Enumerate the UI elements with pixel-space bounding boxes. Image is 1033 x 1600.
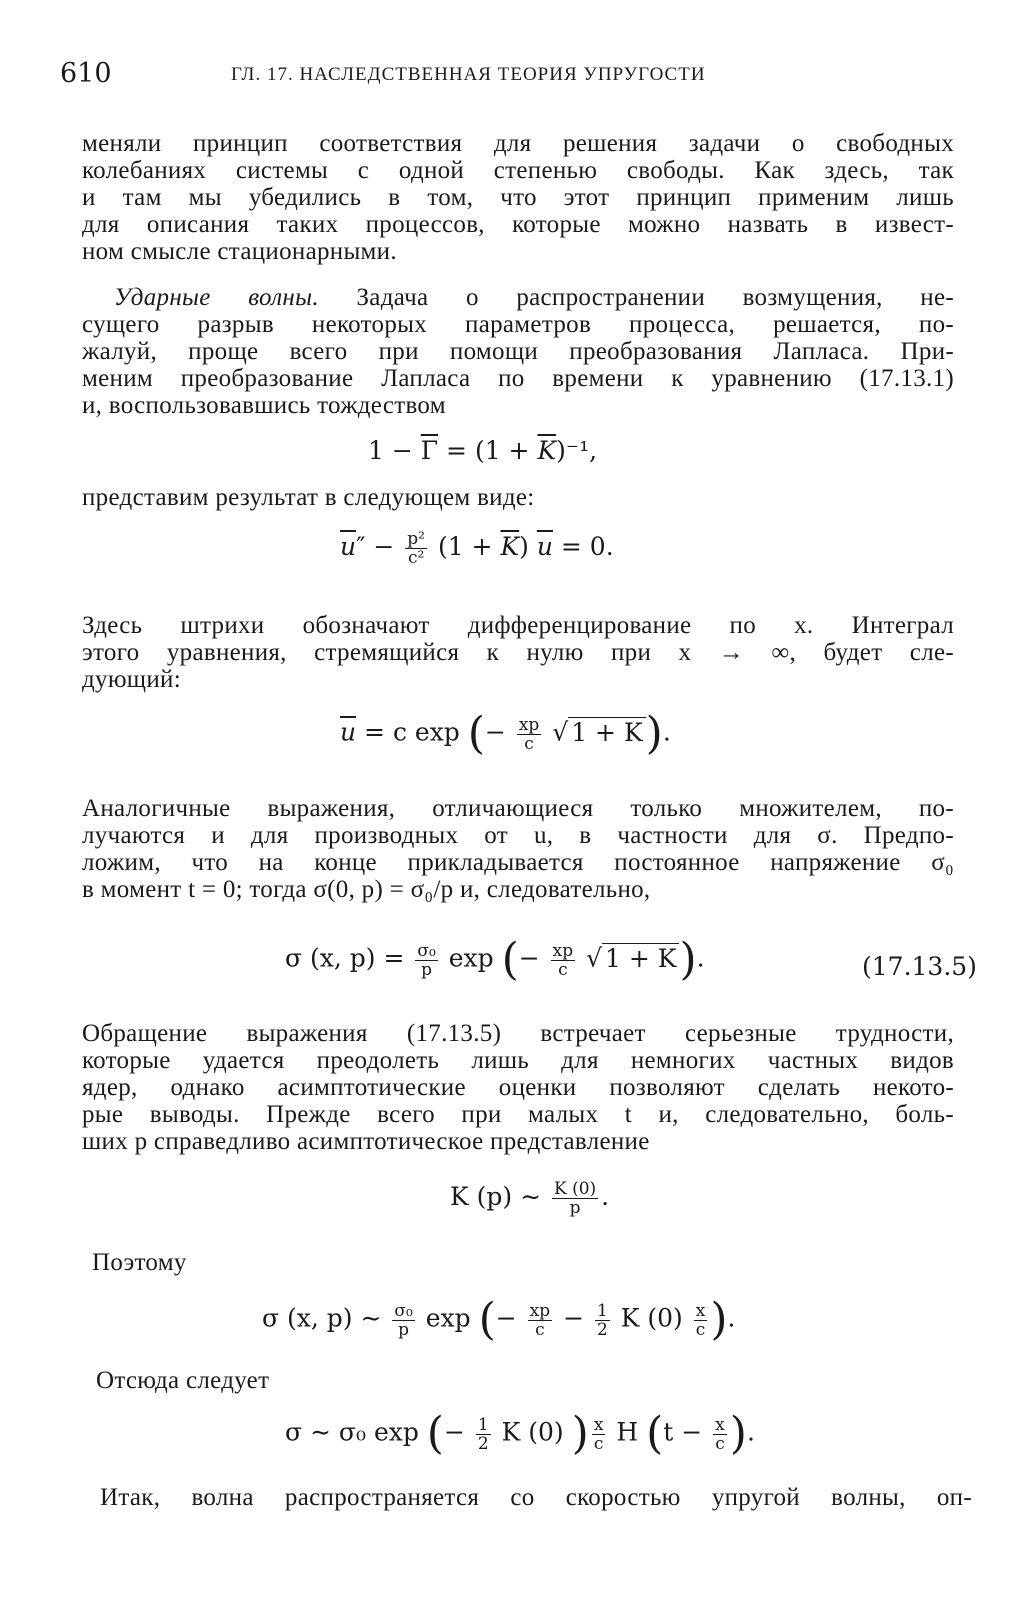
- fraction: $\frac{x}{c}$: [715, 1414, 725, 1454]
- text-line: в момент t = 0; тогда σ(0, p) = σ₀/p и, следовательно,: [82, 876, 651, 903]
- equation-solution: $\overline{u} = c$ exp (− $\frac{xp}{c}$ √ 1 + K).: [340, 708, 671, 759]
- fraction: $\frac{1}{2}$: [477, 1414, 489, 1454]
- text-line: и, воспользовавшись тождеством: [82, 392, 446, 419]
- equation-kernel-asymptotic: K (p) ∼ $\frac{K (0)}{p}$ .: [450, 1179, 610, 1218]
- text-line: сущего разрыв некоторых параметров процесса, решается, по-: [82, 311, 954, 338]
- equation-number: (17.13.5): [862, 952, 977, 981]
- equation-identity: $1 - \overline{\Gamma} = (1 + \overline{K})^{-1}$,: [368, 436, 598, 465]
- fraction: $\frac{\text{p²}}{\text{c²}}$: [407, 529, 425, 568]
- equation-sigma-image: σ (x, p) = $\frac{\text{σ₀}}{p}$ exp (− $\frac{xp}{c}$ √ 1 + K).: [285, 934, 705, 985]
- fraction: $\frac{\text{σ₀}}{p}$: [394, 1300, 413, 1340]
- text-line: Отсюда следует: [96, 1367, 270, 1394]
- paragraph-9: [100, 1484, 972, 1511]
- sqrt: 1 + K: [602, 943, 679, 973]
- text-line: дующий:: [82, 666, 181, 693]
- text-line: меним преобразование Лапласа по времени к уравнению (17.13.1): [82, 365, 954, 392]
- text-line: лучаются и для производных от u, в частности для σ. Предпо-: [82, 822, 954, 849]
- equation-ode: $\overline{u}''$ − $\frac{\text{p²}}{\text{c²}}$ $(1 + \overline{K})$ $\overline{u} = 0$.: [340, 529, 614, 568]
- fraction: $\frac{1}{2}$: [596, 1300, 608, 1340]
- equation-sigma-final: σ ∼ σ₀ exp (− $\frac{1}{2}$ K (0) ) $\frac{x}{c}$ H (t − $\frac{x}{c}$ ).: [285, 1408, 755, 1459]
- fraction: $\frac{xp}{c}$: [552, 940, 574, 980]
- page-number: 610: [60, 58, 112, 89]
- fraction: $\frac{K (0)}{p}$: [553, 1179, 597, 1218]
- text-line: ядер, однако асимптотические оценки позволяют сделать некото-: [82, 1074, 954, 1101]
- fraction: $\frac{\text{σ₀}}{p}$: [417, 940, 436, 980]
- text-line: ших p справедливо асимптотическое представление: [82, 1128, 650, 1155]
- equation-sigma-asymptotic: σ (x, p) ∼ $\frac{\text{σ₀}}{p}$ exp (− $\frac{xp}{c}$ − $\frac{1}{2}$ K (0) $\frac{x}{c}$ ).: [262, 1294, 736, 1345]
- text-line: ложим, что на конце прикладывается постоянное напряжение σ₀: [82, 849, 954, 876]
- text-line: которые удается преодолеть лишь для немногих частных видов: [82, 1047, 954, 1074]
- running-title: ГЛ. 17. НАСЛЕДСТВЕННАЯ ТЕОРИЯ УПРУГОСТИ: [231, 64, 706, 85]
- paragraph-8: [96, 1367, 968, 1394]
- paragraph-2: [82, 284, 954, 419]
- paragraph-4: [82, 612, 954, 693]
- paragraph-5: [82, 795, 954, 903]
- fraction: $\frac{xp}{c}$: [529, 1300, 551, 1340]
- sqrt: 1 + K: [568, 717, 645, 747]
- text-line: Аналогичные выражения, отличающиеся только множителем, по-: [82, 795, 954, 822]
- text-line: [82, 284, 954, 311]
- section-heading: Ударные волны.: [114, 284, 319, 311]
- paragraph-1: [82, 130, 954, 265]
- fraction: $\frac{x}{c}$: [593, 1414, 604, 1454]
- text-line: Итак, волна распространяется со скоростью упругой волны, оп-: [100, 1484, 972, 1511]
- text-line: для описания таких процессов, которые можно назвать в извест-: [82, 211, 954, 238]
- text-line: представим результат в следующем виде:: [82, 484, 535, 511]
- text-line: этого уравнения, стремящийся к нулю при x → ∞, будет сле-: [82, 639, 954, 666]
- paragraph-6: [82, 1020, 954, 1155]
- paragraph-3: [82, 484, 954, 511]
- text-line: жалуй, проще всего при помощи преобразования Лапласа. При-: [82, 338, 954, 365]
- text-line: и там мы убедились в том, что этот принцип применим лишь: [82, 184, 954, 211]
- paragraph-7: [92, 1249, 964, 1276]
- fraction: $\frac{xp}{c}$: [518, 714, 540, 754]
- text-line: колебаниях системы с одной степенью свободы. Как здесь, так: [82, 157, 954, 184]
- text-line: ном смысле стационарными.: [82, 238, 397, 265]
- text-line: рые выводы. Прежде всего при малых t и, следовательно, боль-: [82, 1101, 954, 1128]
- text-line: Поэтому: [92, 1249, 187, 1276]
- fraction: $\frac{x}{c}$: [695, 1300, 706, 1340]
- text-line: Здесь штрихи обозначают дифференцирование по x. Интеграл: [82, 612, 954, 639]
- text-line-rest: Задача о распространении возмущения, не-: [318, 284, 954, 311]
- page-header: [60, 58, 960, 98]
- text-line: меняли принцип соответствия для решения задачи о свободных: [82, 130, 954, 157]
- text-line: Обращение выражения (17.13.5) встречает серьезные трудности,: [82, 1020, 954, 1047]
